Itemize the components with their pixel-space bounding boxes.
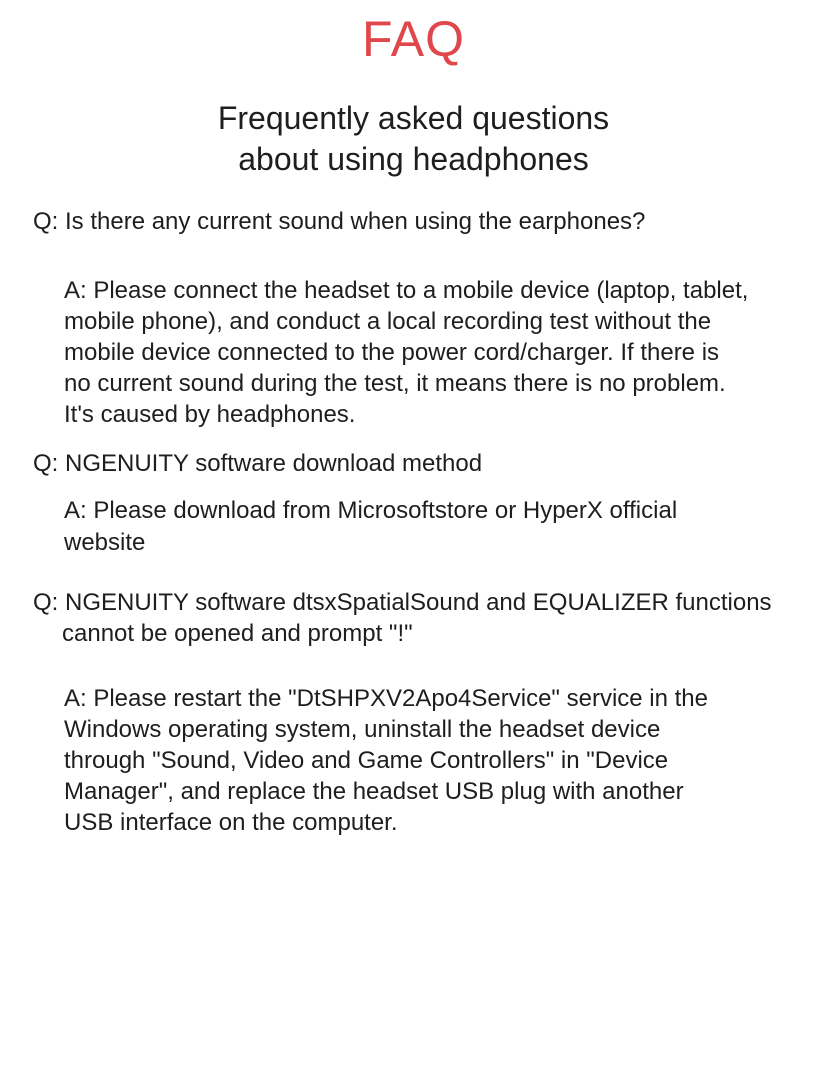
- faq-2-answer-line-1: A: Please download from Microsoftstore or HyperX official: [64, 497, 678, 524]
- faq-3-answer-line-4: Manager", and replace the headset USB plug with another: [64, 778, 684, 805]
- faq-3-answer-line-5: USB interface on the computer.: [64, 809, 398, 836]
- page-title: FAQ: [361, 11, 466, 67]
- faq-1-answer-line-4: no current sound during the test, it means there is no problem.: [64, 370, 726, 397]
- faq-2-question: Q: NGENUITY software download method: [33, 450, 483, 477]
- page-subtitle-line-1: Frequently asked questions: [217, 100, 610, 136]
- faq-3-answer-line-2: Windows operating system, uninstall the headset device: [64, 716, 661, 743]
- faq-3-answer-line-3: through "Sound, Video and Game Controllers" in "Device: [64, 747, 669, 774]
- faq-1-answer-line-3: mobile device connected to the power cord/charger. If there is: [64, 339, 720, 366]
- faq-1-question: Q: Is there any current sound when using the earphones?: [33, 208, 646, 235]
- faq-3-answer-line-1: A: Please restart the "DtSHPXV2Apo4Service" service in the: [64, 685, 709, 712]
- page-subtitle-line-2: about using headphones: [238, 141, 589, 177]
- faq-2-answer-line-2: website: [64, 529, 146, 556]
- faq-3-question-line-1: Q: NGENUITY software dtsxSpatialSound and EQUALIZER functions: [33, 589, 772, 616]
- faq-1-answer-line-5: It's caused by headphones.: [64, 401, 356, 428]
- faq-1-answer-line-1: A: Please connect the headset to a mobile device (laptop, tablet,: [64, 277, 749, 304]
- faq-1-answer-line-2: mobile phone), and conduct a local recording test without the: [64, 308, 712, 335]
- faq-3-question-line-2: cannot be opened and prompt "!": [62, 620, 413, 647]
